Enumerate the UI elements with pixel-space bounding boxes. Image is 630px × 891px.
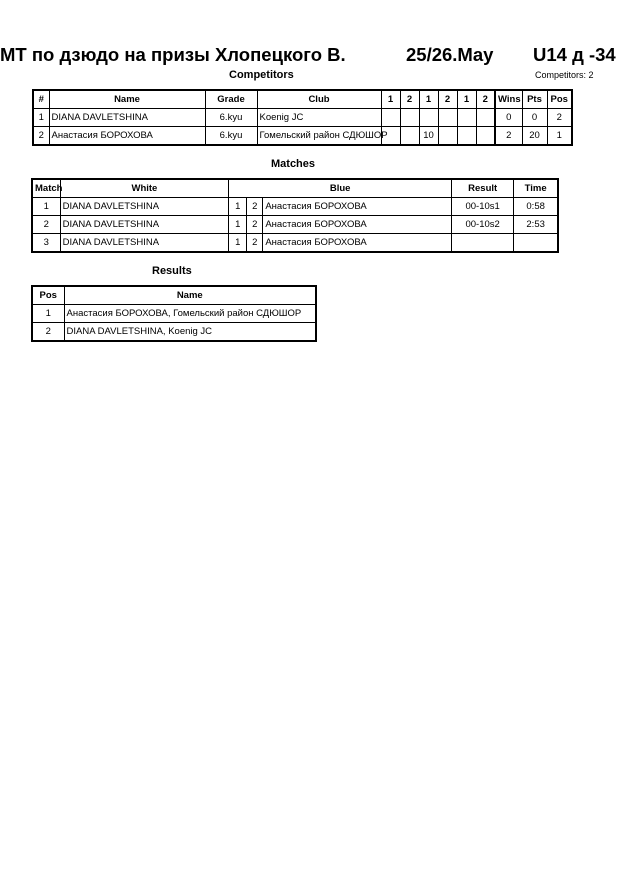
- blue-number: 2: [247, 216, 263, 234]
- results-table: [31, 285, 317, 342]
- results-section-title: Results: [152, 265, 192, 277]
- competitor-num: 1: [33, 109, 49, 127]
- results-header-row: [32, 286, 316, 305]
- col-wins: Wins: [495, 90, 522, 109]
- col-time: Time: [514, 179, 558, 198]
- table-row: [33, 109, 572, 127]
- competitors-header-row: [33, 90, 572, 109]
- white-number: 1: [229, 234, 247, 253]
- table-row: [32, 305, 316, 323]
- competitor-name: Анастасия БОРОХОВА: [49, 127, 205, 146]
- competitor-num: 2: [33, 127, 49, 146]
- round-score: [457, 127, 476, 146]
- col-name: Name: [49, 90, 205, 109]
- white-competitor: DIANA DAVLETSHINA: [60, 234, 229, 253]
- table-row: [32, 323, 316, 342]
- col-round-1: 1: [381, 90, 400, 109]
- white-competitor: DIANA DAVLETSHINA: [60, 216, 229, 234]
- table-row: [32, 216, 558, 234]
- result-pos: 2: [32, 323, 64, 342]
- white-number: 1: [229, 216, 247, 234]
- col-blue: Blue: [229, 179, 452, 198]
- match-number: 2: [32, 216, 60, 234]
- round-score: [400, 127, 419, 146]
- col-round-4: 2: [438, 90, 457, 109]
- match-number: 1: [32, 198, 60, 216]
- round-score: [457, 109, 476, 127]
- matches-section-title: Matches: [271, 158, 316, 170]
- round-score: [438, 109, 457, 127]
- col-pos: Pos: [547, 90, 572, 109]
- col-club: Club: [257, 90, 381, 109]
- match-result: 00-10s2: [452, 216, 514, 234]
- blue-number: 2: [247, 198, 263, 216]
- col-name: Name: [64, 286, 316, 305]
- col-white: White: [60, 179, 229, 198]
- competitors-table: [32, 89, 573, 146]
- table-row: [32, 234, 558, 253]
- weight-category: U14 д -34: [533, 44, 616, 65]
- col-round-5: 1: [457, 90, 476, 109]
- tournament-title: МТ по дзюдо на призы Хлопецкого В.: [0, 44, 346, 65]
- round-score: [438, 127, 457, 146]
- matches-header-row: [32, 179, 558, 198]
- match-result: [452, 234, 514, 253]
- competitor-grade: 6.kyu: [205, 127, 257, 146]
- competitor-club: Koenig JC: [257, 109, 381, 127]
- result-name: DIANA DAVLETSHINA, Koenig JC: [64, 323, 316, 342]
- col-pos: Pos: [32, 286, 64, 305]
- table-row: [33, 127, 572, 146]
- col-result: Result: [452, 179, 514, 198]
- match-time: [514, 234, 558, 253]
- white-number: 1: [229, 198, 247, 216]
- white-competitor: DIANA DAVLETSHINA: [60, 198, 229, 216]
- tournament-date: 25/26.May: [406, 44, 494, 65]
- col-round-3: 1: [419, 90, 438, 109]
- col-grade: Grade: [205, 90, 257, 109]
- col-round-6: 2: [476, 90, 495, 109]
- blue-competitor: Анастасия БОРОХОВА: [263, 198, 452, 216]
- competitor-pos: 1: [547, 127, 572, 146]
- match-result: 00-10s1: [452, 198, 514, 216]
- round-score: [419, 109, 438, 127]
- competitor-club: Гомельский район СДЮШОР: [257, 127, 381, 146]
- matches-table: [31, 178, 559, 253]
- blue-competitor: Анастасия БОРОХОВА: [263, 216, 452, 234]
- competitors-section-title: Competitors: [229, 69, 294, 81]
- match-number: 3: [32, 234, 60, 253]
- match-time: 0:58: [514, 198, 558, 216]
- blue-number: 2: [247, 234, 263, 253]
- round-score: [476, 109, 495, 127]
- round-score: 10: [419, 127, 438, 146]
- table-row: [32, 198, 558, 216]
- competitors-count: Competitors: 2: [535, 70, 594, 80]
- competitor-name: DIANA DAVLETSHINA: [49, 109, 205, 127]
- col-pts: Pts: [522, 90, 547, 109]
- competitor-wins: 0: [495, 109, 522, 127]
- result-pos: 1: [32, 305, 64, 323]
- match-time: 2:53: [514, 216, 558, 234]
- col-round-2: 2: [400, 90, 419, 109]
- competitor-pts: 20: [522, 127, 547, 146]
- competitor-grade: 6.kyu: [205, 109, 257, 127]
- result-name: Анастасия БОРОХОВА, Гомельский район СДЮШОР: [64, 305, 316, 323]
- competitor-pts: 0: [522, 109, 547, 127]
- round-score: [400, 109, 419, 127]
- competitor-pos: 2: [547, 109, 572, 127]
- col-match: Match: [32, 179, 60, 198]
- competitor-wins: 2: [495, 127, 522, 146]
- col-num: #: [33, 90, 49, 109]
- round-score: [381, 109, 400, 127]
- blue-competitor: Анастасия БОРОХОВА: [263, 234, 452, 253]
- round-score: [476, 127, 495, 146]
